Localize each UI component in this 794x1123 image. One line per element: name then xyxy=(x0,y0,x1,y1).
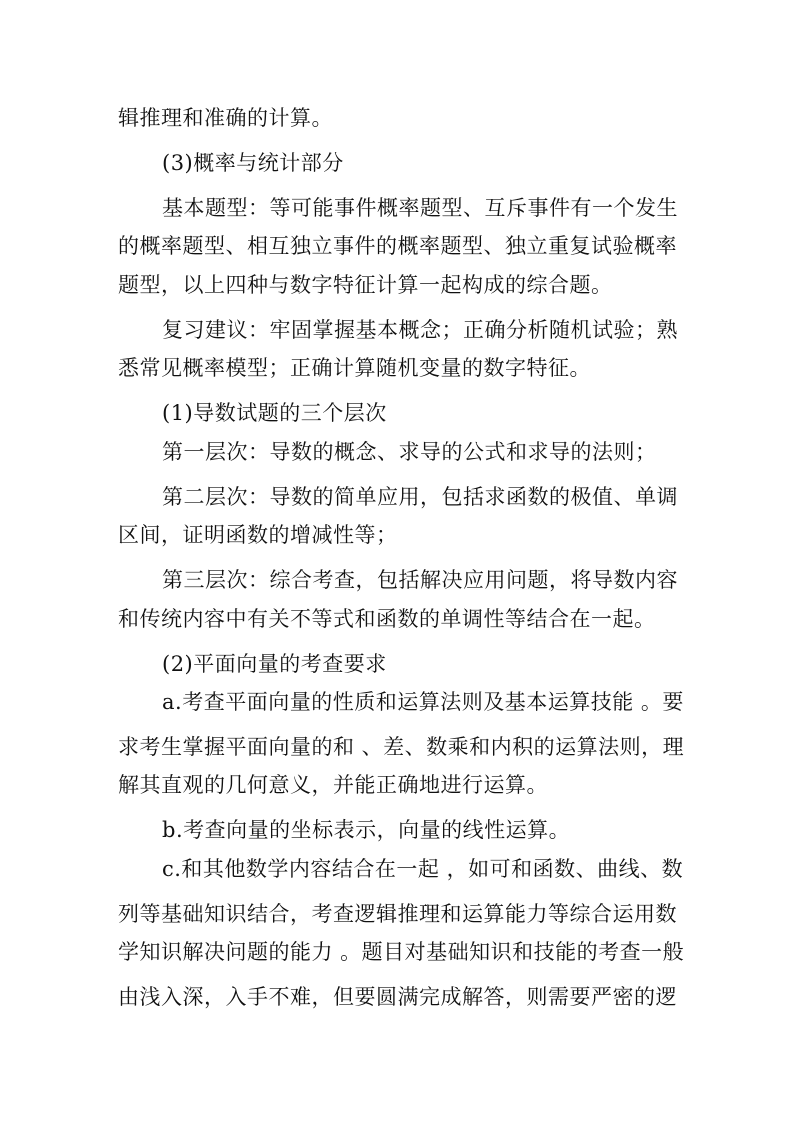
text-line: 由浅入深，入手不难，但要圆满完成解答，则需要严密的逻 xyxy=(118,985,677,1009)
text-line: 求考生掌握平面向量的和 、差、数乘和内积的运算法则，理 xyxy=(118,735,685,759)
text-line: 复习建议：牢固掌握基本概念；正确分析随机试验；熟 xyxy=(162,318,678,342)
text-line: 第三层次：综合考查，包括解决应用问题，将导数内容 xyxy=(162,568,678,592)
text-line: 题型，以上四种与数字特征计算一起构成的综合题。 xyxy=(118,273,613,297)
text-line: 和传统内容中有关不等式和函数的单调性等结合在一起。 xyxy=(118,607,656,631)
text-line: 第一层次：导数的概念、求导的公式和求导的法则； xyxy=(162,440,657,464)
text-line: 列等基础知识结合，考查逻辑推理和运算能力等综合运用数 xyxy=(118,902,677,926)
text-line: a.考查平面向量的性质和运算法则及基本运算技能 。要 xyxy=(162,690,684,714)
section-heading: (2)平面向量的考查要求 xyxy=(162,652,387,676)
text-line: c.和其他数学内容结合在一起 ，如可和函数、曲线、数 xyxy=(162,857,684,881)
text-line: b.考查向量的坐标表示，向量的线性运算。 xyxy=(162,818,571,842)
text-line: 第二层次：导数的简单应用，包括求函数的极值、单调 xyxy=(162,485,678,509)
text-line: 悉常见概率模型；正确计算随机变量的数字特征。 xyxy=(118,356,591,380)
text-line: 的概率题型、相互独立事件的概率题型、独立重复试验概率 xyxy=(118,234,677,258)
text-line: 解其直观的几何意义，并能正确地进行运算。 xyxy=(118,773,548,797)
section-heading: (3)概率与统计部分 xyxy=(162,151,344,175)
text-line: 辑推理和准确的计算。 xyxy=(118,106,333,130)
section-heading: (1)导数试题的三个层次 xyxy=(162,401,387,425)
text-line: 区间，证明函数的增减性等； xyxy=(118,523,398,547)
text-line: 学知识解决问题的能力 。题目对基础知识和技能的考查一般 xyxy=(118,940,685,964)
text-line: 基本题型：等可能事件概率题型、互斥事件有一个发生 xyxy=(162,196,678,220)
